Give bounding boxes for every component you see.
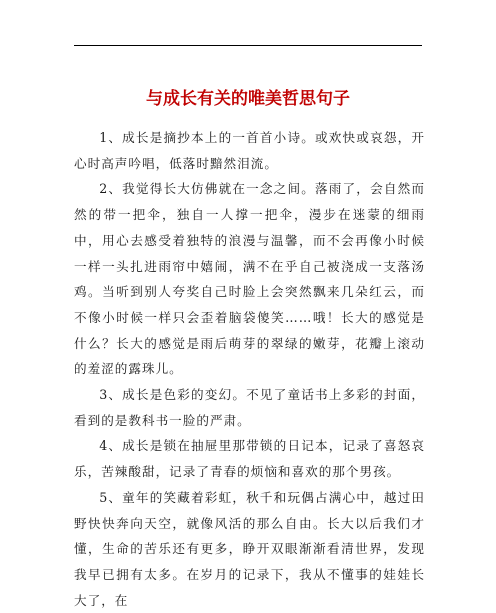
paragraph-3: 3、成长是色彩的变幻。不见了童话书上多彩的封面，看到的是教科书一脸的严肃。 — [74, 387, 425, 428]
paragraph-5: 5、童年的笑藏着彩虹，秋千和玩偶占满心中，越过田野快快奔向天空，就像风活的那么自由。长大以后我们才懂，生命的苦乐还有更多，睁开双眼渐渐看清世界，发现我早已拥有太多。在岁月的记录下，我从不懂事的娃娃长大了，在 — [74, 489, 425, 608]
paragraph-2: 2、我觉得长大仿佛就在一念之间。落雨了，会自然而然的带一把伞，独自一人撑一把伞，漫步在迷蒙的细雨中，用心去感受着独特的浪漫与温馨，而不会再像小时候一样一头扎进雨帘中嬉闹，满不在乎自己被浇成一支落汤鸡。当听到别人夸奖自己时脸上会突然飘来几朵红云，而不像小时候一样只会歪着脑袋傻笑……哦！长大的感觉是什么？长大的感觉是雨后萌芽的翠绿的嫩芽，花瓣上滚动的羞涩的露珠儿。 — [74, 181, 425, 377]
paragraph-4: 4、成长是锁在抽屉里那带锁的日记本，记录了喜怒哀乐，苦辣酸甜，记录了青春的烦恼和喜欢的那个男孩。 — [74, 438, 425, 480]
document-title: 与成长有关的唯美哲思句子 — [146, 89, 350, 109]
document-body — [74, 125, 425, 613]
paragraph-1: 1、成长是摘抄本上的一首首小诗。或欢快或哀怨，开心时高声吟唱，低落时黯然泪流。 — [74, 130, 425, 171]
header-rule — [74, 45, 422, 46]
